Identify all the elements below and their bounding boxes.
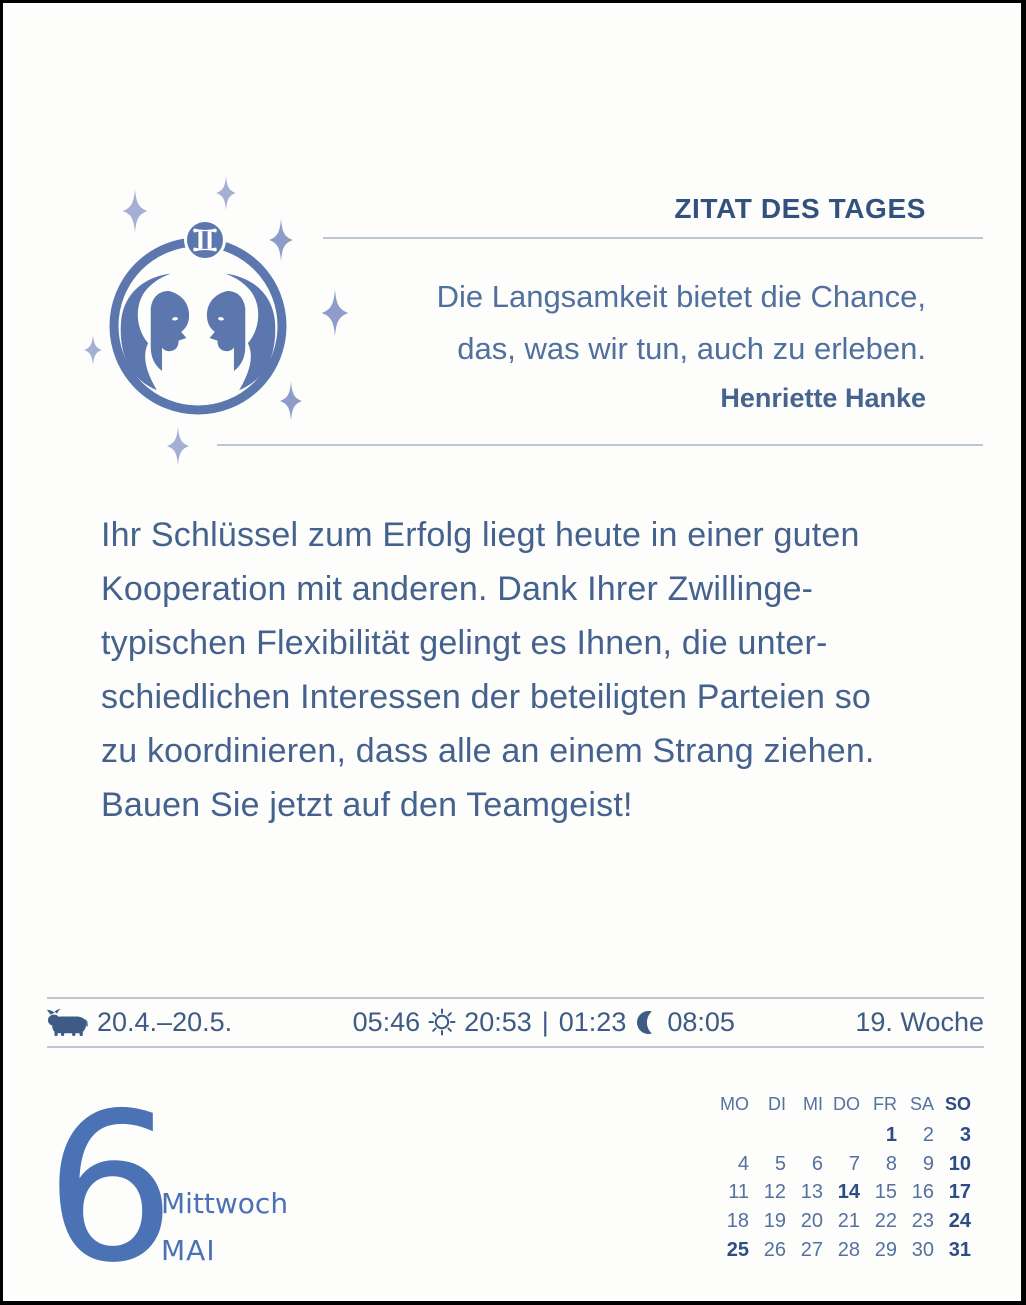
- moonrise-time: 01:23: [558, 1006, 627, 1037]
- calendar-day: 9: [922, 1152, 934, 1175]
- calendar-day: 26: [763, 1239, 786, 1262]
- info-bar-rule-top: [47, 997, 984, 999]
- calendar-week-row: [712, 1150, 971, 1179]
- calendar-header-row: [712, 1092, 971, 1116]
- sunset-time: 20:53: [464, 1006, 532, 1037]
- times-divider: |: [541, 1006, 549, 1037]
- calendar-day-header: DI: [768, 1093, 786, 1114]
- calendar-day: 25: [726, 1239, 749, 1262]
- calendar-day: 24: [948, 1210, 971, 1233]
- quote-line: Die Langsamkeit bietet die Chance,: [436, 279, 926, 314]
- moonset-time: 08:05: [667, 1006, 735, 1037]
- calendar-day: 7: [848, 1152, 860, 1175]
- quote-rule-bottom: [217, 444, 983, 446]
- calendar-week-row: [712, 1121, 971, 1150]
- weekday-label: Mittwoch: [161, 1187, 289, 1220]
- calendar-day: 4: [737, 1152, 749, 1175]
- sun-moon-times: [353, 1007, 735, 1038]
- calendar-day-header: FR: [873, 1093, 897, 1114]
- calendar-day: 23: [911, 1210, 934, 1233]
- calendar-day: 20: [800, 1210, 823, 1233]
- quote-rule-top: [323, 237, 983, 239]
- calendar-day: 31: [948, 1239, 971, 1262]
- calendar-week-row: [712, 1179, 971, 1208]
- calendar-day: 15: [874, 1181, 897, 1204]
- horoscope-line: Kooperation mit anderen. Dank Ihrer Zwillinge-: [101, 570, 814, 608]
- calendar-week-row: [712, 1236, 971, 1265]
- gemini-zodiac-illustration: [43, 153, 353, 473]
- calendar-day: 13: [800, 1181, 823, 1204]
- calendar-day: 30: [911, 1239, 934, 1262]
- horoscope-line: Bauen Sie jetzt auf den Teamgeist!: [101, 786, 633, 824]
- calendar-day: 18: [726, 1210, 749, 1233]
- moon-icon: [634, 1009, 659, 1036]
- calendar-day: 12: [763, 1181, 786, 1204]
- calendar-day: 10: [948, 1152, 971, 1175]
- calendar-day: 11: [728, 1181, 749, 1204]
- calendar-day: 17: [948, 1181, 971, 1204]
- zodiac-period: [47, 1007, 232, 1038]
- horoscope-line: zu koordinieren, dass alle an einem Strang ziehen.: [101, 732, 875, 770]
- week-number: 19. Woche: [855, 1006, 984, 1037]
- horoscope-line: Ihr Schlüssel zum Erfolg liegt heute in einer guten: [101, 516, 860, 554]
- calendar-day: 27: [800, 1239, 823, 1262]
- quote-section: [323, 193, 983, 414]
- calendar-day: 1: [885, 1123, 897, 1146]
- calendar-day: 28: [837, 1239, 860, 1262]
- calendar-day-header: MO: [720, 1093, 749, 1114]
- calendar-day: 21: [837, 1210, 860, 1233]
- mini-month-calendar: [712, 1092, 971, 1265]
- calendar-day: 2: [922, 1123, 934, 1146]
- sun-icon: [428, 1008, 456, 1036]
- calendar-day-header: DO: [833, 1093, 860, 1114]
- calendar-day-header: MI: [803, 1093, 823, 1114]
- calendar-day-header: SA: [909, 1093, 934, 1114]
- taurus-bull-icon: [47, 1009, 88, 1036]
- calendar-day: 3: [959, 1123, 971, 1146]
- quote-line: das, was wir tun, auch zu erleben.: [457, 331, 926, 366]
- quote-text: [323, 271, 983, 375]
- calendar-day: 5: [774, 1152, 786, 1175]
- horoscope-text: [101, 508, 921, 832]
- calendar-day-header: SO: [944, 1093, 971, 1114]
- gemini-symbol-icon: [186, 221, 225, 260]
- calendar-day: 19: [763, 1210, 786, 1233]
- info-bar-rule-bottom: [47, 1046, 984, 1048]
- calendar-day: 29: [874, 1239, 897, 1262]
- horoscope-line: schiedlichen Interessen der beteiligten Parteien so: [101, 678, 872, 716]
- sunrise-time: 05:46: [352, 1006, 421, 1037]
- zodiac-date-range: 20.4.–20.5.: [97, 1006, 233, 1037]
- quote-author: Henriette Hanke: [720, 383, 926, 413]
- calendar-day: 22: [874, 1210, 897, 1233]
- info-bar: [47, 1001, 984, 1043]
- gemini-twins: [121, 274, 276, 391]
- calendar-day: 14: [837, 1181, 860, 1204]
- calendar-day: 6: [811, 1152, 823, 1175]
- day-number: 6: [45, 1070, 176, 1305]
- calendar-day: 16: [911, 1181, 934, 1204]
- calendar-week-row: [712, 1207, 971, 1236]
- quote-title: ZITAT DES TAGES: [674, 193, 926, 224]
- month-label: MAI: [161, 1234, 216, 1267]
- horoscope-line: typischen Flexibilität gelingt es Ihnen, die unter-: [101, 624, 828, 662]
- calendar-day: 8: [885, 1152, 897, 1175]
